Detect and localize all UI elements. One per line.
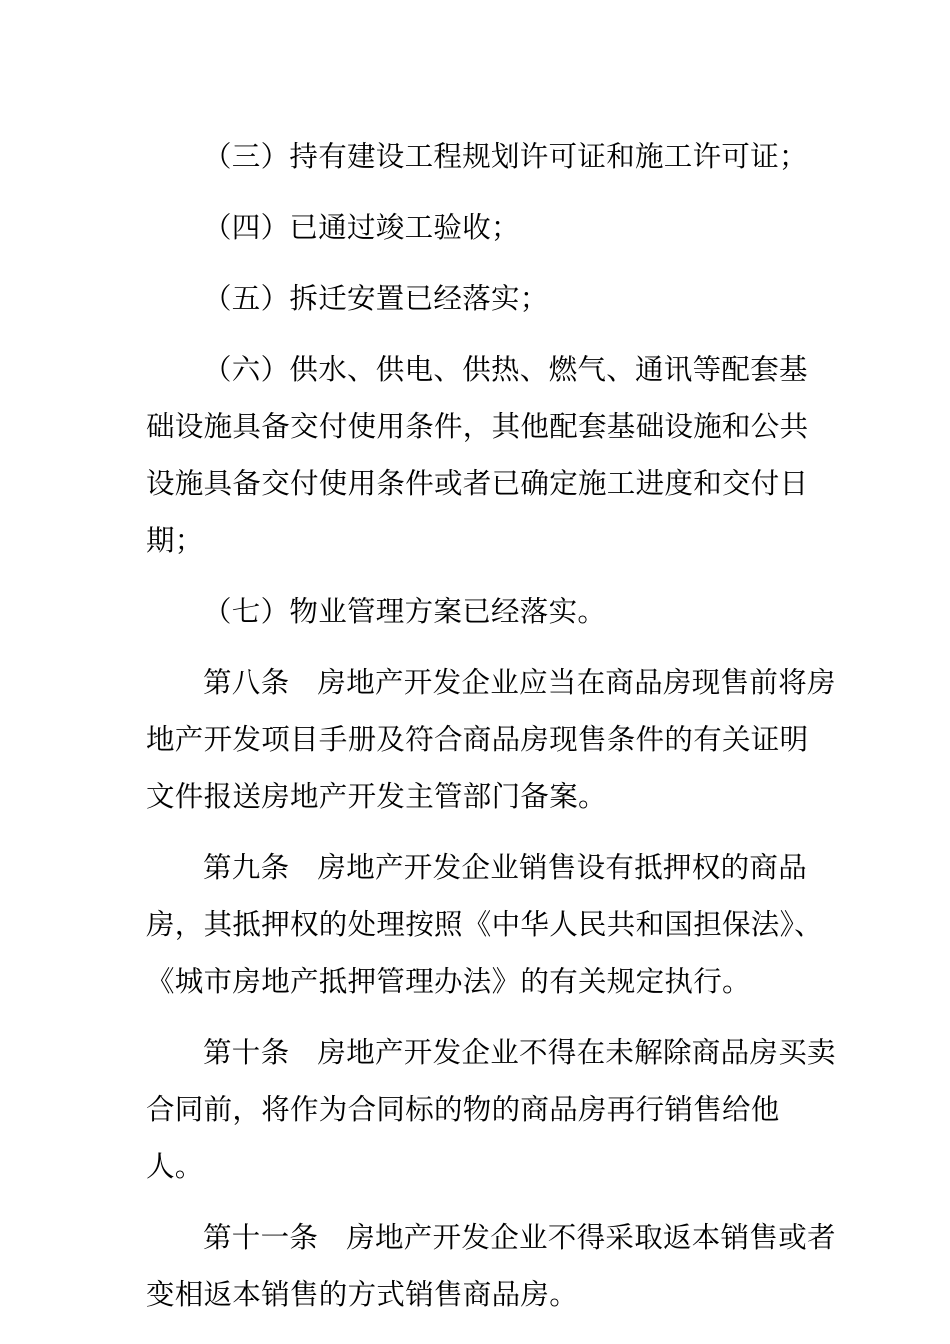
clause-text: （四）已通过竣工验收； xyxy=(203,211,520,244)
article-text: 房地产开发企业销售设有抵押权的商品房，其抵押权的处理按照《中华人民共和国担保法》、《城市房地产抵押管理办法》的有关规定执行。 xyxy=(146,851,823,998)
article-text: 房地产开发企业不得采取返本销售或者变相返本销售的方式销售商品房。 xyxy=(146,1221,836,1311)
article-title: 第十条 xyxy=(203,1036,290,1069)
clause-text: （五）拆迁安置已经落实； xyxy=(203,282,549,315)
article-title: 第八条 xyxy=(203,666,290,699)
article-title: 第九条 xyxy=(203,851,290,884)
clause-item-6 xyxy=(146,341,836,569)
clause-item-3 xyxy=(146,128,836,185)
clause-item-4 xyxy=(146,199,836,256)
clause-text: （七）物业管理方案已经落实。 xyxy=(203,595,607,628)
clause-item-7 xyxy=(146,583,836,640)
article-8 xyxy=(146,654,836,825)
document-page xyxy=(146,128,836,1337)
article-9 xyxy=(146,839,836,1010)
article-text: 房地产开发企业应当在商品房现售前将房地产开发项目手册及符合商品房现售条件的有关证明文件报送房地产开发主管部门备案。 xyxy=(146,666,836,813)
article-title: 第十一条 xyxy=(203,1221,319,1254)
clause-text: （三）持有建设工程规划许可证和施工许可证； xyxy=(203,140,808,173)
clause-text: （六）供水、供电、供热、燃气、通讯等配套基础设施具备交付使用条件，其他配套基础设施和公共设施具备交付使用条件或者已确定施工进度和交付日期； xyxy=(146,353,809,557)
article-11 xyxy=(146,1209,836,1323)
article-text: 房地产开发企业不得在未解除商品房买卖合同前，将作为合同标的物的商品房再行销售给他人。 xyxy=(146,1036,836,1183)
article-10 xyxy=(146,1024,836,1195)
clause-item-5 xyxy=(146,270,836,327)
